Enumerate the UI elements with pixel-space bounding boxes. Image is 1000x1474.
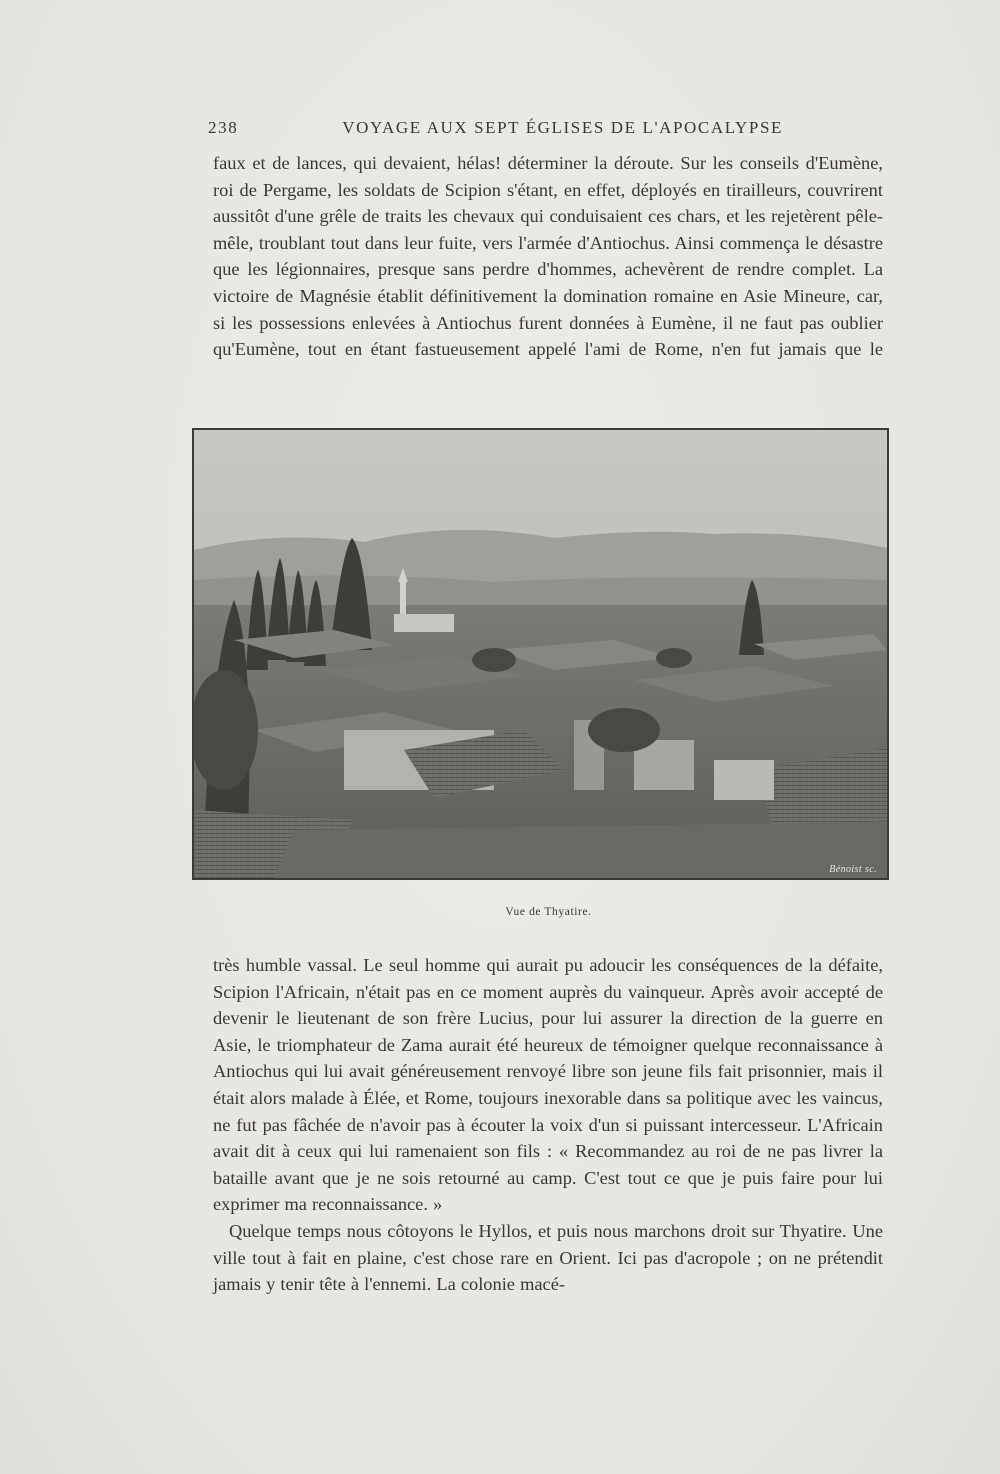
- paragraph: Quelque temps nous côtoyons le Hyllos, et puis nous marchons droit sur Thyatire. Une ville tout à fait en plaine, c'est chose rare en Orient. Ici pas d'acropole ; on ne prétendit jamais y tenir tête à l'ennemi. La colonie macé-: [213, 1220, 883, 1295]
- engraver-signature: Bénoist sc.: [829, 864, 877, 875]
- town-view-illustration: [194, 430, 887, 878]
- paragraph: très humble vassal. Le seul homme qui aurait pu adoucir les conséquences de la défaite, Scipion l'Africain, n'était pas en ce moment auprès du vainqueur. Après avoir accepté de devenir le lieutenant de son frère Lucius, pour lui assurer la direction de la guerre en Asie, le triomphateur de Zama aurait été heureux de témoigner quelque reconnaissance à Antiochus qui lui avait généreusement renvoyé libre son jeune fils fait prisonnier, mais il était alors malade à Élée, et Rome, toujours inexorable dans sa politique avec les vaincus, ne fut pas fâchée de n'avoir pas à écouter la voix d'un si puissant intercesseur. L'Africain avait dit à ceux qui lui ramenaient son fils : « Recommandez au roi de ne pas livrer la bataille avant que je ne sois retourné au camp. C'est tout ce que je puis faire pour lui exprimer ma reconnaissance. »: [213, 955, 883, 1215]
- body-text-top: [213, 150, 883, 363]
- paragraph: faux et de lances, qui devaient, hélas! déterminer la déroute. Sur les conseils d'Eumène, roi de Pergame, les soldats de Scipion s'étant, en effet, déployés en tirailleurs, couvrirent aussitôt d'une grêle de traits les chevaux qui conduisaient ces chars, et les rejetèrent pêle-mêle, troublant tout dans leur fuite, vers l'armée d'Antiochus. Ainsi commença le désastre que les légionnaires, presque sans perdre d'hommes, achevèrent de rendre complet. La victoire de Magnésie établit définitivement la domination romaine en Asie Mineure, car, si les possessions enlevées à Antiochus furent données à Eumène, il ne faut pas oublier qu'Eumène, tout en étant fastueusement appelé l'ami de Rome, n'en fut jamais que le: [213, 153, 883, 360]
- page-number: 238: [208, 118, 239, 137]
- body-text-bottom: [213, 952, 883, 1298]
- engraving-thyatira: [192, 428, 889, 880]
- running-title: VOYAGE AUX SEPT ÉGLISES DE L'APOCALYPSE: [342, 118, 783, 137]
- figure-caption: Vue de Thyatire.: [505, 906, 592, 918]
- running-head: [208, 118, 783, 144]
